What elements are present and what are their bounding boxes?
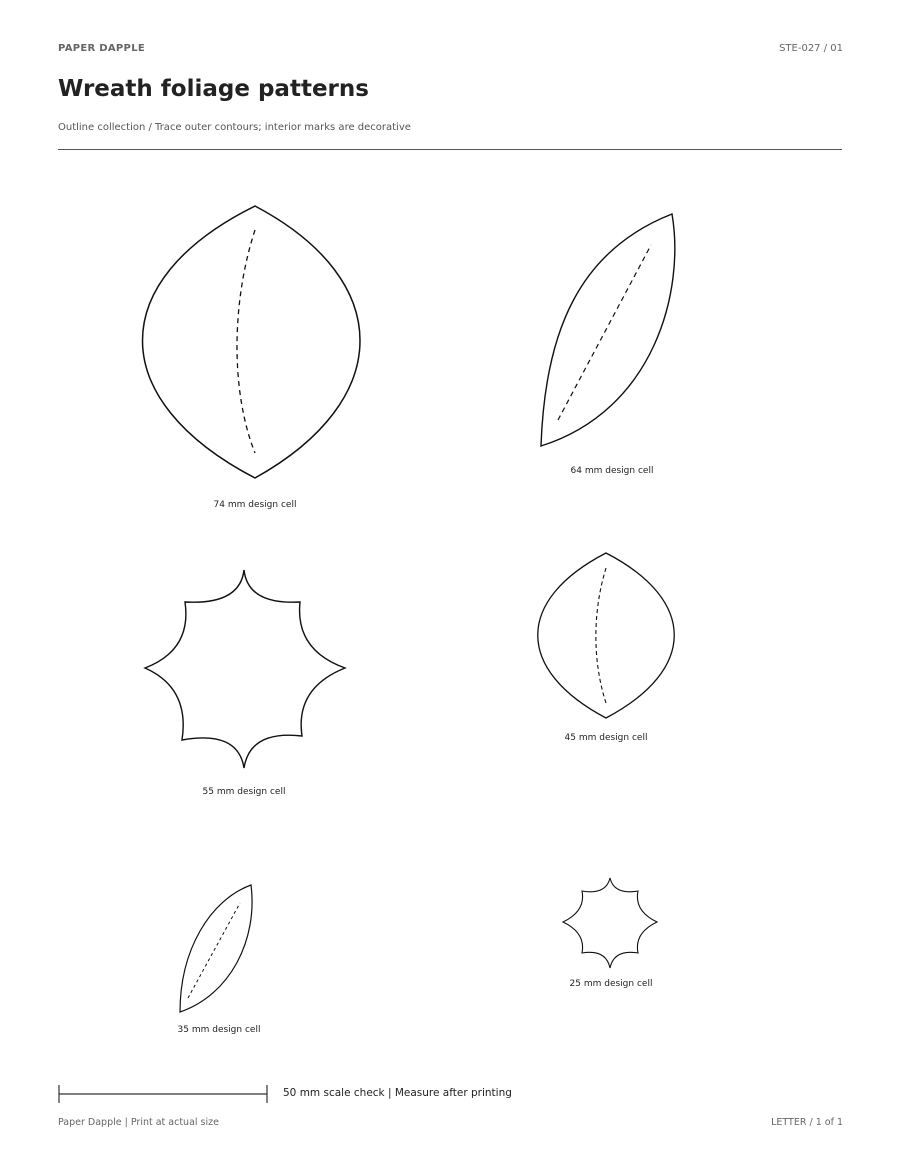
pattern-5-outline: [180, 885, 252, 1012]
pattern-6-outline: [563, 878, 657, 968]
scale-check-text: 50 mm scale check | Measure after printing: [283, 1087, 512, 1099]
pattern-4-outline: [538, 553, 675, 718]
pattern-5-vein: [188, 903, 240, 998]
brand-name: PAPER DAPPLE: [58, 43, 145, 54]
pattern-3-outline: [145, 570, 345, 768]
pattern-3-caption: 55 mm design cell: [202, 787, 286, 797]
pattern-2-slanted-leaf: [541, 214, 675, 446]
pattern-2-vein: [558, 245, 651, 420]
pattern-4-oval-leaf: [538, 553, 675, 718]
pattern-6-caption: 25 mm design cell: [569, 979, 653, 989]
footer-note: Paper Dapple | Print at actual size: [58, 1117, 219, 1128]
pattern-1-oval-leaf: [143, 206, 361, 478]
pattern-5-slanted-leaf: [180, 885, 252, 1012]
pattern-6-holly-star: [563, 878, 657, 968]
pattern-5-caption: 35 mm design cell: [177, 1025, 261, 1035]
pattern-2-caption: 64 mm design cell: [570, 466, 654, 476]
page-subtitle: Outline collection / Trace outer contours; interior marks are decorative: [58, 122, 411, 133]
pattern-2-outline: [541, 214, 675, 446]
page-count: LETTER / 1 of 1: [771, 1117, 843, 1128]
pattern-3-holly-star: [145, 570, 345, 768]
pattern-4-vein: [596, 568, 606, 703]
pattern-4-caption: 45 mm design cell: [564, 733, 648, 743]
document-id: STE-027 / 01: [779, 43, 843, 54]
pattern-1-vein: [237, 230, 255, 453]
pattern-1-outline: [143, 206, 361, 478]
scale-bar: [59, 1085, 267, 1103]
page-title: Wreath foliage patterns: [58, 76, 369, 102]
pattern-1-caption: 74 mm design cell: [213, 500, 297, 510]
